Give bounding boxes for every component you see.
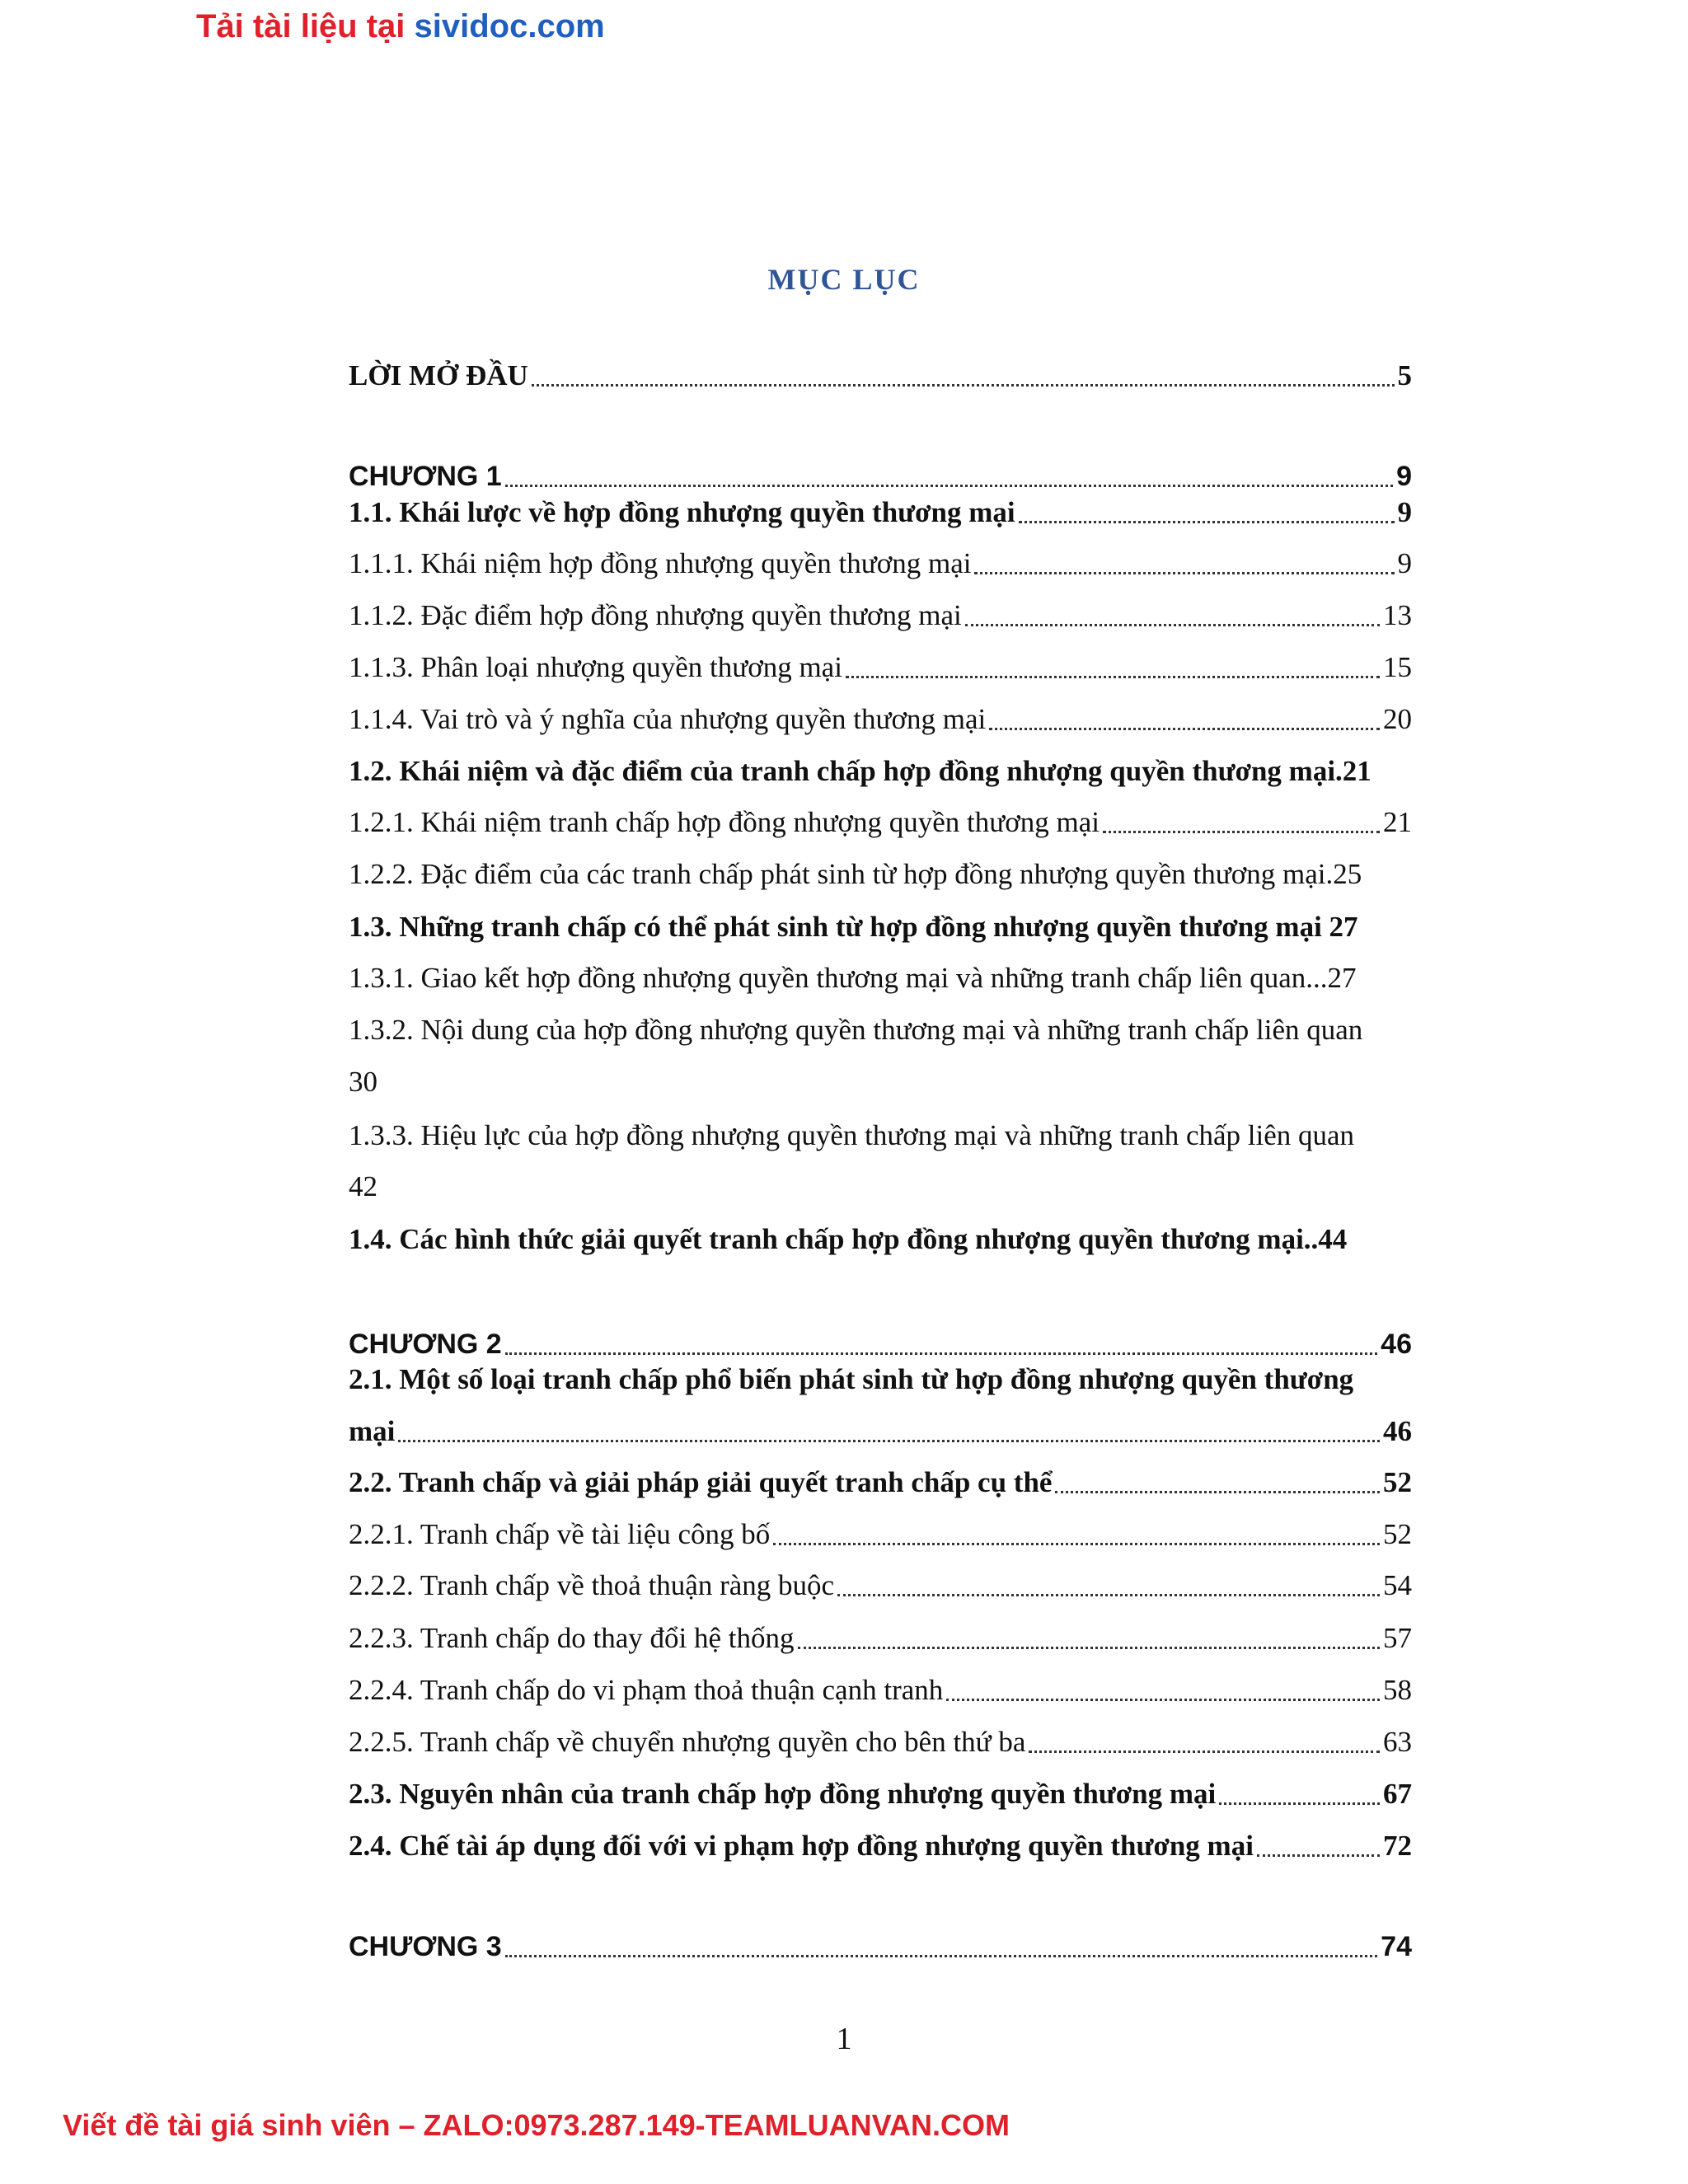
toc-entry-label: 1.3.2. Nội dung của hợp đồng nhượng quyền thương mại và những tranh chấp liên quan [349, 1014, 1363, 1046]
toc-entry-2-2-1[interactable] [349, 1513, 1412, 1556]
dot-leader [837, 1593, 1380, 1596]
toc-entry-page: 74 [1381, 1931, 1412, 1962]
toc-entry-page: 54 [1383, 1569, 1412, 1601]
dot-leader [1257, 1854, 1380, 1857]
toc-entry-label: 2.2. Tranh chấp và giải pháp giải quyết tranh chấp cụ thể [349, 1466, 1053, 1498]
toc-entry-label: 1.1.1. Khái niệm hợp đồng nhượng quyền thương mại [349, 547, 972, 579]
dot-leader [1219, 1802, 1380, 1805]
dot-leader [846, 675, 1380, 678]
header-site-link[interactable]: sividoc.com [414, 8, 605, 45]
dot-leader [505, 1954, 1378, 1957]
toc-entry-page: 63 [1383, 1726, 1412, 1758]
dot-leader [1019, 520, 1395, 523]
toc-entry-page: 20 [1383, 703, 1412, 735]
dot-leader [974, 571, 1394, 574]
toc-entry-1-1-4[interactable] [349, 698, 1412, 741]
footer-banner: Viết đề tài giá sinh viên – ZALO:0973.287.149-TEAMLUANVAN.COM [63, 2108, 1010, 2142]
toc-entry-label: 2.2.5. Tranh chấp về chuyển nhượng quyền cho bên thứ ba [349, 1726, 1026, 1758]
toc-entry-label: 2.4. Chế tài áp dụng đối với vi phạm hợp đồng nhượng quyền thương mại [349, 1830, 1254, 1862]
toc-entry-label: 1.2.2. Đặc điểm của các tranh chấp phát sinh từ hợp đồng nhượng quyền thương mại.25 [349, 858, 1362, 890]
toc-entry-label: CHƯƠNG 3 [349, 1931, 502, 1962]
toc-entry-2-2-5[interactable] [349, 1721, 1412, 1764]
toc-entry-page: 9 [1397, 547, 1412, 579]
dot-leader [398, 1439, 1380, 1442]
toc-entry-1-1-2[interactable] [349, 594, 1412, 637]
toc-entry-1-3-1[interactable] [349, 957, 1412, 1000]
header-banner [196, 3, 605, 49]
toc-entry-1-1[interactable] [349, 491, 1412, 534]
toc-entry-label: 2.2.3. Tranh chấp do thay đổi hệ thống [349, 1622, 795, 1654]
toc-entry-label: 1.4. Các hình thức giải quyết tranh chấp hợp đồng nhượng quyền thương mại..44 [349, 1223, 1348, 1255]
toc-entry-1-2-2[interactable] [349, 853, 1412, 896]
toc-entry-1-3-3[interactable] [349, 1114, 1412, 1157]
toc-entry-page: 57 [1383, 1622, 1412, 1654]
toc-entry-page: 52 [1383, 1518, 1412, 1550]
toc-entry-label: 1.3.3. Hiệu lực của hợp đồng nhượng quyền thương mại và những tranh chấp liên quan [349, 1119, 1355, 1151]
toc-entry-label: 1.3.1. Giao kết hợp đồng nhượng quyền thương mại và những tranh chấp liên quan...27 [349, 962, 1357, 994]
toc-entry-1-1-3[interactable] [349, 646, 1412, 689]
toc-entry-label: 1.3. Những tranh chấp có thể phát sinh từ hợp đồng nhượng quyền thương mại 27 [349, 911, 1358, 943]
dot-leader [532, 383, 1395, 387]
toc-entry-2-2[interactable] [349, 1461, 1412, 1504]
toc-entry-1-3[interactable] [349, 906, 1412, 949]
toc-entry-page: 72 [1383, 1830, 1412, 1862]
toc-entry-label: CHƯƠNG 2 [349, 1329, 502, 1360]
toc-entry-1-4[interactable] [349, 1218, 1412, 1261]
dot-leader [1029, 1750, 1380, 1753]
toc-entry-label: 2.3. Nguyên nhân của tranh chấp hợp đồng nhượng quyền thương mại [349, 1778, 1217, 1810]
dot-leader [773, 1542, 1380, 1545]
toc-entry-label: 2.2.1. Tranh chấp về tài liệu công bố [349, 1518, 771, 1550]
toc-entry-label: 2.2.2. Tranh chấp về thoả thuận ràng buộc [349, 1569, 835, 1601]
dot-leader [946, 1698, 1380, 1701]
toc-entry-page: 9 [1397, 496, 1412, 528]
dot-leader [505, 1352, 1378, 1355]
toc-entry-page: 21 [1383, 806, 1412, 838]
toc-entry-page: 5 [1397, 359, 1412, 391]
header-lead-text: Tải tài liệu tại [196, 8, 415, 45]
toc-entry-2-2-4[interactable] [349, 1669, 1412, 1712]
toc-entry-1-3-2[interactable] [349, 1009, 1412, 1052]
toc-entry-2-2-3[interactable] [349, 1617, 1412, 1660]
toc-entry-label: 1.1.4. Vai trò và ý nghĩa của nhượng quyền thương mại [349, 703, 987, 735]
toc-entry-label: 1.2. Khái niệm và đặc điểm của tranh chấp hợp đồng nhượng quyền thương mại.21 [349, 755, 1372, 787]
toc-entry-page: 42 [349, 1170, 377, 1202]
dot-leader [1103, 830, 1380, 833]
page-number: 1 [836, 2022, 852, 2056]
toc-entry-page: 46 [1383, 1415, 1412, 1447]
toc-entry-label: 1.1. Khái lược về hợp đồng nhượng quyền thương mại [349, 496, 1015, 528]
toc-entry-intro[interactable] [349, 354, 1412, 397]
toc-entry-1-2-1[interactable] [349, 801, 1412, 844]
toc-entry-1-2[interactable] [349, 750, 1412, 793]
toc-entry-label: 1.1.3. Phân loại nhượng quyền thương mại [349, 651, 842, 683]
dot-leader [798, 1646, 1380, 1649]
toc-entry-label: 1.2.1. Khái niệm tranh chấp hợp đồng nhượng quyền thương mại [349, 806, 1100, 838]
toc-entry-page: 46 [1381, 1329, 1412, 1360]
toc-entry-2-2-2[interactable] [349, 1564, 1412, 1607]
toc-title: MỤC LỤC [767, 263, 921, 296]
toc-entry-label: LỜI MỞ ĐẦU [349, 359, 528, 391]
toc-entry-page: 67 [1383, 1778, 1412, 1810]
toc-entry-page: 30 [349, 1066, 377, 1098]
toc-entry-page: 13 [1383, 599, 1412, 631]
dot-leader [505, 484, 1393, 487]
toc-entry-label: mại [349, 1415, 396, 1447]
toc-entry-page: 9 [1396, 461, 1412, 492]
toc-entry-2-1-continued[interactable] [349, 1410, 1412, 1453]
toc-entry-label: 1.1.2. Đặc điểm hợp đồng nhượng quyền thương mại [349, 599, 962, 631]
toc-entry-1-1-1[interactable] [349, 542, 1412, 585]
toc-entry-page: 52 [1383, 1466, 1412, 1498]
toc-entry-chapter-3[interactable] [349, 1925, 1412, 1968]
dot-leader [1055, 1490, 1380, 1493]
toc-entry-2-3[interactable] [349, 1773, 1412, 1816]
toc-entry-label: CHƯƠNG 1 [349, 461, 502, 492]
toc-entry-page: 58 [1383, 1674, 1412, 1706]
dot-leader [965, 623, 1380, 626]
toc-entry-page: 15 [1383, 651, 1412, 683]
toc-entry-label: 2.1. Một số loại tranh chấp phổ biến phát sinh từ hợp đồng nhượng quyền thương [349, 1363, 1354, 1395]
toc-entry-2-4[interactable] [349, 1825, 1412, 1868]
toc-entry-2-1[interactable] [349, 1358, 1412, 1401]
toc-entry-label: 2.2.4. Tranh chấp do vi phạm thoả thuận cạnh tranh [349, 1674, 944, 1706]
dot-leader [989, 727, 1380, 730]
